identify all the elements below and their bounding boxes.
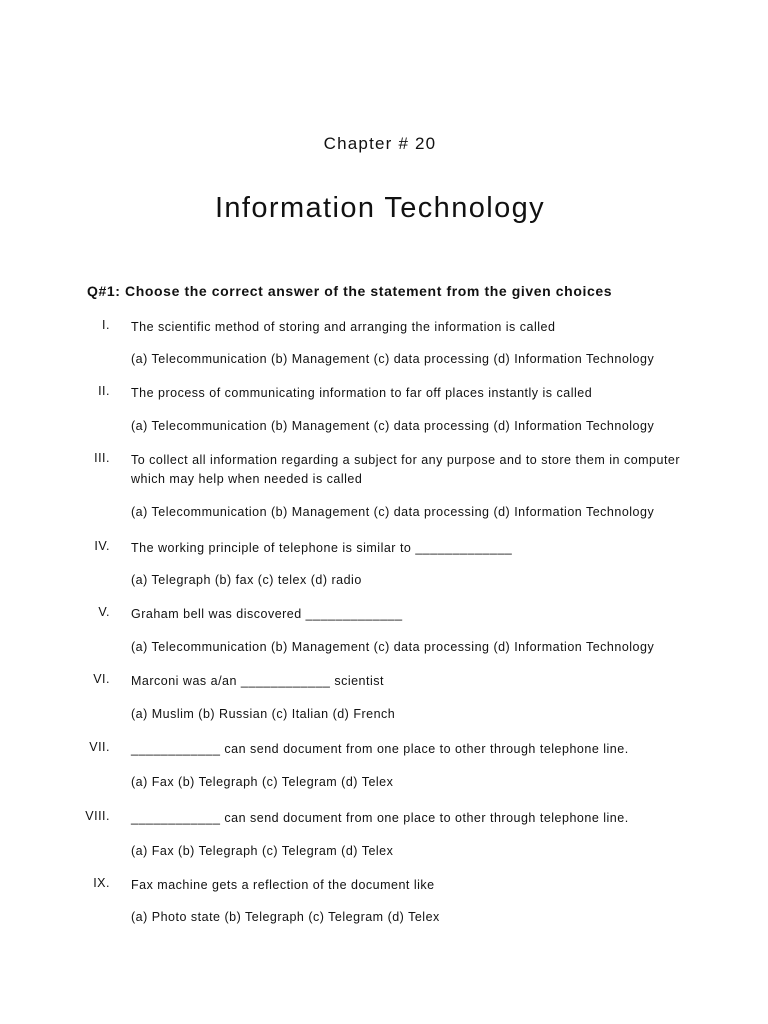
question-text: The working principle of telephone is similar to _____________ [131,541,513,555]
question-text: Marconi was a/an ____________ scientist [131,674,384,688]
question-options: (a) Telecommunication (b) Management (c) data processing (d) Information Technology [131,640,655,654]
question-number: III. [94,451,110,465]
question-text: Graham bell was discovered _____________ [131,607,403,621]
question-options: (a) Telecommunication (b) Management (c) data processing (d) Information Technology [131,505,655,519]
chapter-label: Chapter # 20 [323,134,437,153]
question-number: I. [102,318,110,332]
question-text: The process of communicating information to far off places instantly is called [131,386,593,400]
question-options: (a) Telegraph (b) fax (c) telex (d) radio [131,573,362,587]
question-options: (a) Photo state (b) Telegraph (c) Telegram (d) Telex [131,910,440,924]
page-title: Information Technology [214,192,546,224]
question-number: V. [98,605,110,619]
question-number: II. [98,384,110,398]
question-text: The scientific method of storing and arranging the information is called [131,320,556,334]
section-heading: Q#1: Choose the correct answer of the statement from the given choices [87,283,613,299]
question-text: To collect all information regarding a subject for any purpose and to store them in computer which may help when needed is called [131,453,681,486]
question-text: ____________ can send document from one place to other through telephone line. [131,811,629,825]
question-options: (a) Fax (b) Telegraph (c) Telegram (d) Telex [131,844,394,858]
question-number: VI. [93,672,110,686]
question-text: ____________ can send document from one place to other through telephone line. [131,742,629,756]
question-options: (a) Telecommunication (b) Management (c) data processing (d) Information Technology [131,419,655,433]
question-text: Fax machine gets a reflection of the document like [131,878,435,892]
question-number: VII. [89,740,110,754]
question-number: VIII. [85,809,110,823]
question-options: (a) Fax (b) Telegraph (c) Telegram (d) Telex [131,775,394,789]
question-options: (a) Telecommunication (b) Management (c) data processing (d) Information Technology [131,352,655,366]
question-number: IX. [93,876,110,890]
question-options: (a) Muslim (b) Russian (c) Italian (d) French [131,707,396,721]
question-number: IV. [94,539,110,553]
